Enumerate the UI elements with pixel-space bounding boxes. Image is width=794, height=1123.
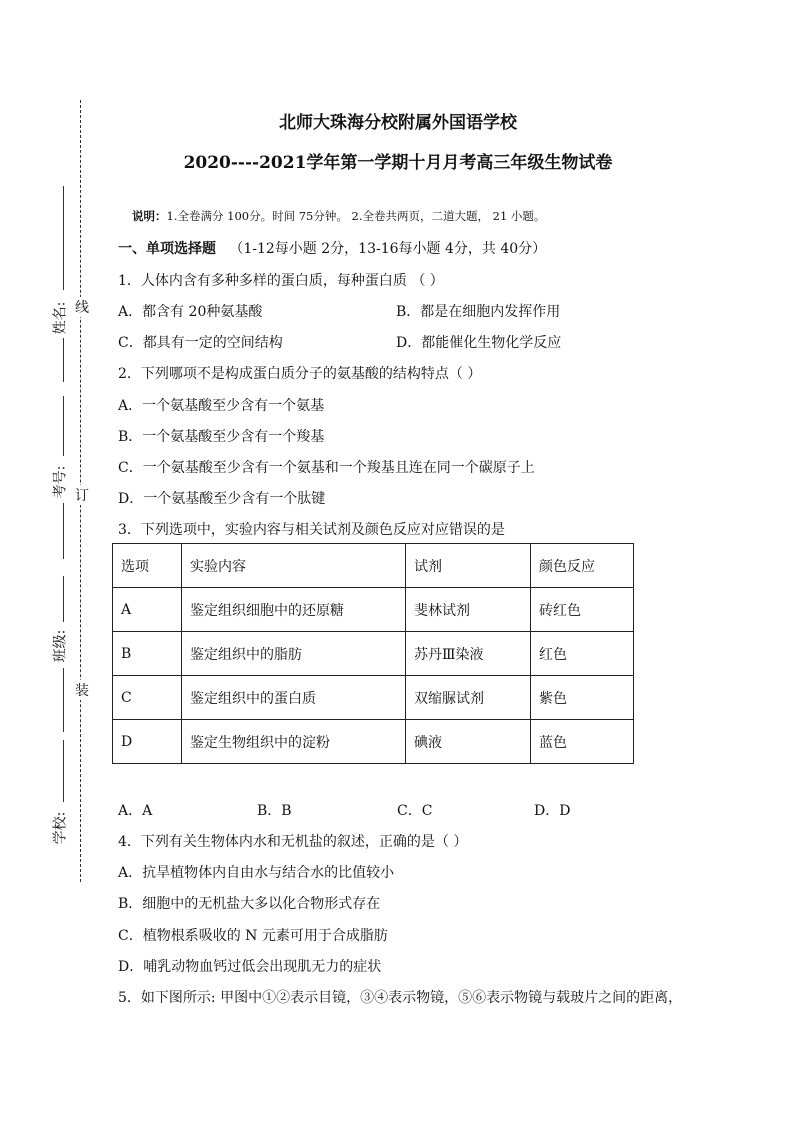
number-blank-line — [63, 396, 64, 456]
table-row — [113, 632, 634, 676]
table-header-cell: 试剂 — [406, 544, 531, 588]
exam-title: 2020----2021学年第一学期十月月考高三年级生物试卷 — [183, 153, 613, 173]
table-cell: 紫色 — [531, 676, 634, 720]
q4-option-b: B．细胞中的无机盐大多以化合物形式存在 — [118, 896, 381, 912]
q4-option-c: C．植物根系吸收的 N 元素可用于合成脂肪 — [118, 928, 388, 944]
table-cell: C — [113, 676, 182, 720]
table-cell: 斐林试剂 — [406, 588, 531, 632]
name-blank-line — [63, 186, 64, 290]
table-header-cell: 颜色反应 — [531, 544, 634, 588]
table-cell: 鉴定组织中的脂肪 — [182, 632, 406, 676]
experiment-table — [112, 543, 634, 764]
section-heading — [118, 238, 546, 258]
table-cell: B — [113, 632, 182, 676]
q2-option-d: D．一个氨基酸至少含有一个肽键 — [118, 491, 326, 507]
table-cell: 蓝色 — [531, 720, 634, 764]
table-cell: A — [113, 588, 182, 632]
q1-stem: 1．人体内含有多种多样的蛋白质，每种蛋白质 （ ） — [118, 273, 444, 289]
q4-option-d: D．哺乳动物血钙过低会出现肌无力的症状 — [118, 959, 382, 975]
q5-stem: 5．如下图所示: 甲图中①②表示目镜，③④表示物镜，⑤⑥表示物镜与载玻片之间的距离， — [118, 990, 683, 1006]
q3-option-a: A．A — [118, 803, 153, 819]
q3-option-b: B．B — [257, 803, 292, 819]
table-cell: 苏丹Ⅲ染液 — [406, 632, 531, 676]
q4-option-a: A．抗旱植物体内自由水与结合水的比值较小 — [118, 865, 395, 881]
instructions — [132, 208, 545, 224]
table-row — [113, 676, 634, 720]
q4-stem: 4．下列有关生物体内水和无机盐的叙述，正确的是（ ） — [118, 834, 468, 850]
school-title: 北师大珠海分校附属外国语学校 — [279, 113, 517, 133]
table-row — [113, 720, 634, 764]
instructions-label: 说明： — [132, 209, 167, 223]
school-label: 学校: — [52, 811, 69, 845]
binding-char-zhuang: 装 — [75, 680, 89, 700]
table-cell: 鉴定生物组织中的淀粉 — [182, 720, 406, 764]
q2-stem: 2．下列哪项不是构成蛋白质分子的氨基酸的结构特点（ ） — [118, 366, 482, 382]
q3-option-c: C．C — [397, 803, 433, 819]
name-blank-line-lower — [63, 338, 64, 382]
q1-option-c: C．都具有一定的空间结构 — [118, 335, 283, 351]
number-label: 考号: — [52, 465, 69, 499]
table-header-cell: 实验内容 — [182, 544, 406, 588]
table-header-cell: 选项 — [113, 544, 182, 588]
q3-stem: 3．下列选项中，实验内容与相关试剂及颜色反应对应错误的是 — [118, 522, 505, 538]
table-cell: 鉴定组织中的蛋白质 — [182, 676, 406, 720]
q1-option-a: A．都含有 20种氨基酸 — [118, 304, 263, 320]
table-header-row — [113, 544, 634, 588]
table-cell: 双缩脲试剂 — [406, 676, 531, 720]
binding-char-ding: 订 — [75, 485, 89, 505]
q3-option-d: D．D — [534, 803, 571, 819]
q1-option-d: D．都能催化生物化学反应 — [396, 335, 562, 351]
table-cell: D — [113, 720, 182, 764]
binding-margin — [0, 0, 100, 1123]
table-cell: 砖红色 — [531, 588, 634, 632]
q2-option-a: A．一个氨基酸至少含有一个氨基 — [118, 398, 325, 414]
table-row — [113, 588, 634, 632]
section-info: （1-12每小题 2分，13-16每小题 4分，共 40分） — [229, 241, 547, 257]
section-title: 一、单项选择题 — [118, 241, 216, 257]
school-blank-line — [63, 740, 64, 802]
q1-option-b: B．都是在细胞内发挥作用 — [396, 304, 561, 320]
class-label: 班级: — [52, 629, 69, 663]
name-label: 姓名: — [52, 301, 69, 335]
instructions-text: 1.全卷满分 100分。时间 75分钟。 2.全卷共两页，二道大题， 21 小题。 — [166, 209, 546, 223]
binding-char-xian: 线 — [75, 297, 89, 317]
table-cell: 碘液 — [406, 720, 531, 764]
q2-option-b: B．一个氨基酸至少含有一个羧基 — [118, 429, 325, 445]
class-blank-line-lower — [63, 668, 64, 732]
table-cell: 鉴定组织细胞中的还原糖 — [182, 588, 406, 632]
table-cell: 红色 — [531, 632, 634, 676]
number-blank-line-lower — [63, 503, 64, 559]
q2-option-c: C．一个氨基酸至少含有一个氨基和一个羧基且连在同一个碳原子上 — [118, 460, 535, 476]
class-blank-line — [63, 576, 64, 622]
